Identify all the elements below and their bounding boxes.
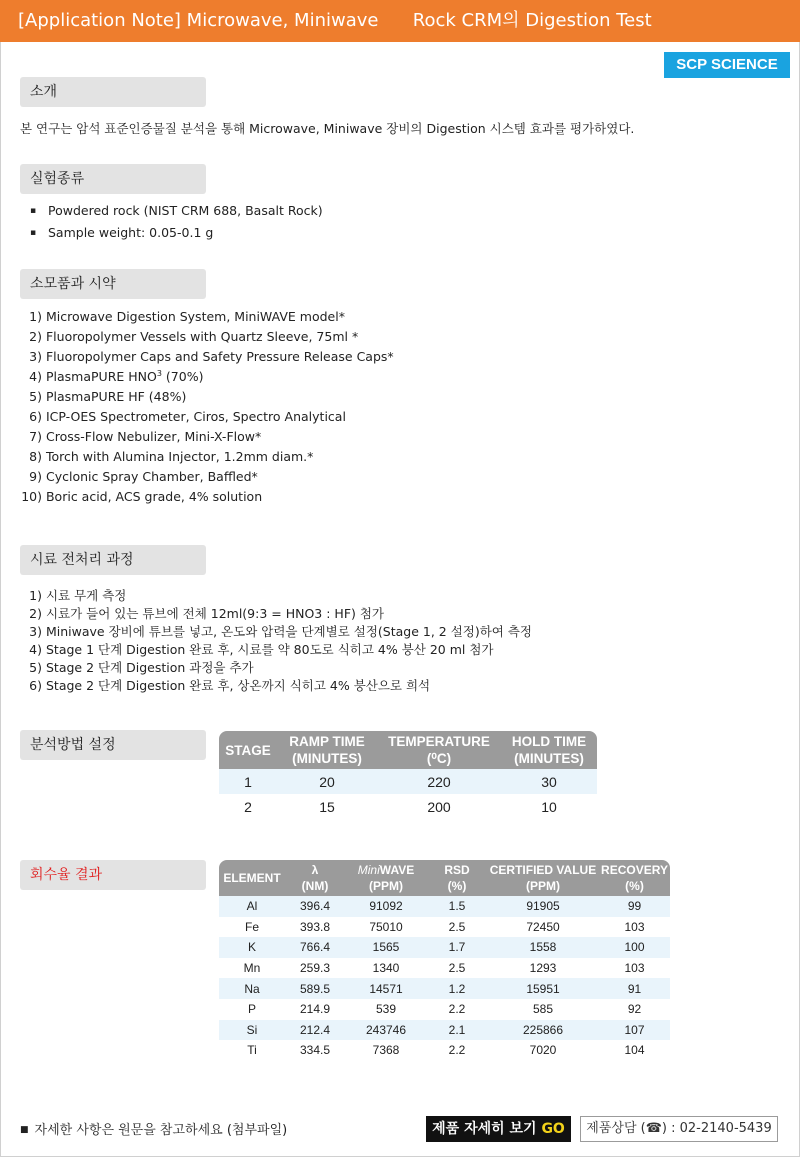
table-row	[219, 937, 670, 958]
column-header-miniwave: MiniWAVE (PPM)	[345, 860, 427, 896]
table-cell: 15	[319, 798, 335, 815]
table-cell: 100	[599, 937, 670, 958]
table-cell: 1.5	[427, 896, 487, 917]
list-item: 2) 시료가 들어 있는 튜브에 전체 12ml(9:3 = HNO3 : HF) 첨가	[29, 606, 385, 621]
table-cell: 1293	[529, 961, 557, 976]
method-table	[219, 731, 597, 819]
table-cell: 107	[599, 1020, 670, 1041]
pretreatment-list	[20, 587, 532, 695]
table-row	[219, 978, 670, 999]
table-cell: 220	[377, 769, 501, 794]
column-header-recovery: RECOVERY (%)	[599, 860, 670, 896]
list-item: ▪ Sample weight: 0.05-0.1 g	[30, 222, 323, 244]
brand-logo: SCP SCIENCE	[664, 52, 790, 78]
table-cell: 2	[244, 798, 252, 815]
table-cell: Fe	[244, 919, 259, 934]
list-item: 10) Boric acid, ACS grade, 4% solution	[21, 489, 263, 504]
column-header-temperature: TEMPERATURE (⁰C)	[377, 731, 501, 769]
column-header-ramp-time: RAMP TIME (MINUTES)	[277, 731, 377, 769]
table-cell: 14571	[345, 978, 427, 999]
column-header-wavelength: λ (NM)	[285, 860, 345, 896]
list-item: 3) Fluoropolymer Caps and Safety Pressure Release Caps*	[29, 349, 394, 364]
table-cell: 2.2	[448, 1043, 466, 1058]
table-cell: 393.8	[299, 919, 331, 934]
contact-info: 제품상담 (☎) : 02-2140-5439	[580, 1116, 778, 1142]
table-cell: 1558	[487, 937, 599, 958]
table-cell: 20	[277, 769, 377, 794]
table-cell: 30	[501, 769, 597, 794]
recovery-table	[219, 860, 670, 1061]
section-heading-recovery: 회수율 결과	[20, 860, 206, 890]
section-heading-experiment: 실험종류	[20, 164, 206, 194]
table-row	[219, 917, 670, 938]
table-cell: 1.2	[427, 978, 487, 999]
table-cell: 334.5	[299, 1043, 331, 1058]
list-item: 1) Microwave Digestion System, MiniWAVE model*	[29, 309, 345, 324]
list-item: 8) Torch with Alumina Injector, 1.2mm diam.*	[29, 449, 314, 464]
table-cell: 91092	[345, 896, 427, 917]
table-cell: 72450	[526, 919, 560, 934]
table-cell: 243746	[345, 1020, 427, 1041]
list-item: 5) PlasmaPURE HF (48%)	[29, 389, 187, 404]
table-cell: 225866	[487, 1020, 599, 1041]
list-item: 9) Cyclonic Spray Chamber, Baffled*	[29, 469, 258, 484]
table-cell: 103	[624, 919, 645, 934]
table-cell: 75010	[369, 919, 403, 934]
table-cell: 99	[599, 896, 670, 917]
list-item: 7) Cross-Flow Nebulizer, Mini-X-Flow*	[29, 429, 262, 444]
table-cell: 92	[627, 1002, 642, 1017]
section-heading-consumables: 소모품과 시약	[20, 269, 206, 299]
table-cell: Na	[219, 978, 285, 999]
table-row	[219, 958, 670, 979]
table-row	[219, 896, 670, 917]
table-cell: 200	[427, 798, 451, 815]
table-row	[219, 1020, 670, 1041]
list-item: ▪ Powdered rock (NIST CRM 688, Basalt Rock)	[30, 200, 323, 222]
table-cell: 212.4	[285, 1020, 345, 1041]
table-cell: 7020	[529, 1043, 557, 1058]
list-item: 4) PlasmaPURE HNO$^3$ (70%)	[29, 368, 204, 384]
table-cell: 2.5	[448, 961, 466, 976]
footer-note: ■ 자세한 사항은 원문을 참고하세요 (첨부파일)	[20, 1123, 288, 1138]
table-cell: 104	[624, 1043, 645, 1058]
table-cell: 766.4	[285, 937, 345, 958]
section-heading-intro: 소개	[20, 77, 206, 107]
table-row	[219, 794, 597, 819]
table-cell: 1	[219, 769, 277, 794]
table-row	[219, 999, 670, 1020]
table-cell: Ti	[247, 1043, 257, 1058]
product-detail-button[interactable]: 제품 자세히 보기 GO	[426, 1116, 571, 1142]
list-item: 3) Miniwave 장비에 튜브를 넣고, 온도와 압력을 단계별로 설정(Stage 1, 2 설정)하여 측정	[29, 624, 532, 639]
experiment-list	[30, 200, 323, 244]
table-row	[219, 769, 597, 794]
table-cell: 7368	[372, 1043, 400, 1058]
section-heading-pretreatment: 시료 전처리 과정	[20, 545, 206, 575]
column-header-rsd: RSD (%)	[427, 860, 487, 896]
table-cell: Al	[219, 896, 285, 917]
table-cell: 589.5	[285, 978, 345, 999]
consumables-list	[20, 307, 394, 507]
table-cell: 91	[599, 978, 670, 999]
column-header-stage: STAGE	[219, 731, 277, 769]
table-cell: 214.9	[299, 1002, 331, 1017]
table-cell: 10	[541, 798, 557, 815]
table-row	[219, 1040, 670, 1061]
table-cell: 539	[375, 1002, 397, 1017]
column-header-certified-value: CERTIFIED VALUE (PPM)	[487, 860, 599, 896]
table-cell: 91905	[487, 896, 599, 917]
bullet-icon: ■	[20, 1125, 29, 1135]
list-item: 2) Fluoropolymer Vessels with Quartz Sleeve, 75ml *	[29, 329, 359, 344]
section-heading-method: 분석방법 설정	[20, 730, 206, 760]
table-cell: 259.3	[299, 961, 331, 976]
table-cell: 1.7	[427, 937, 487, 958]
table-cell: 1340	[372, 961, 400, 976]
table-cell: 2.2	[448, 1002, 466, 1017]
list-item: 1) 시료 무게 측정	[29, 588, 127, 603]
list-item: 4) Stage 1 단계 Digestion 완료 후, 시료를 약 80도로 식히고 4% 붕산 20 ml 첨가	[29, 642, 494, 657]
table-cell: Mn	[243, 961, 261, 976]
table-cell: Si	[219, 1020, 285, 1041]
intro-text: 본 연구는 암석 표준인증물질 분석을 통해 Microwave, Miniwave 장비의 Digestion 시스템 효과를 평가하였다.	[20, 121, 635, 136]
column-header-element: ELEMENT	[219, 860, 285, 896]
table-cell: 15951	[487, 978, 599, 999]
list-item: 6) Stage 2 단계 Digestion 완료 후, 상온까지 식히고 4% 붕산으로 희석	[29, 678, 431, 693]
page-title: [Application Note] Microwave, Miniwave Rock CRM의 Digestion Test	[0, 0, 800, 42]
table-cell: 2.1	[427, 1020, 487, 1041]
table-cell: P	[247, 1002, 256, 1017]
list-item: 5) Stage 2 단계 Digestion 과정을 추가	[29, 660, 254, 675]
table-cell: 2.5	[448, 919, 466, 934]
column-header-hold-time: HOLD TIME (MINUTES)	[501, 731, 597, 769]
table-cell: 103	[624, 961, 645, 976]
table-cell: 585	[532, 1002, 554, 1017]
table-cell: 396.4	[285, 896, 345, 917]
table-cell: K	[219, 937, 285, 958]
table-cell: 1565	[345, 937, 427, 958]
list-item: 6) ICP-OES Spectrometer, Ciros, Spectro Analytical	[29, 409, 346, 424]
